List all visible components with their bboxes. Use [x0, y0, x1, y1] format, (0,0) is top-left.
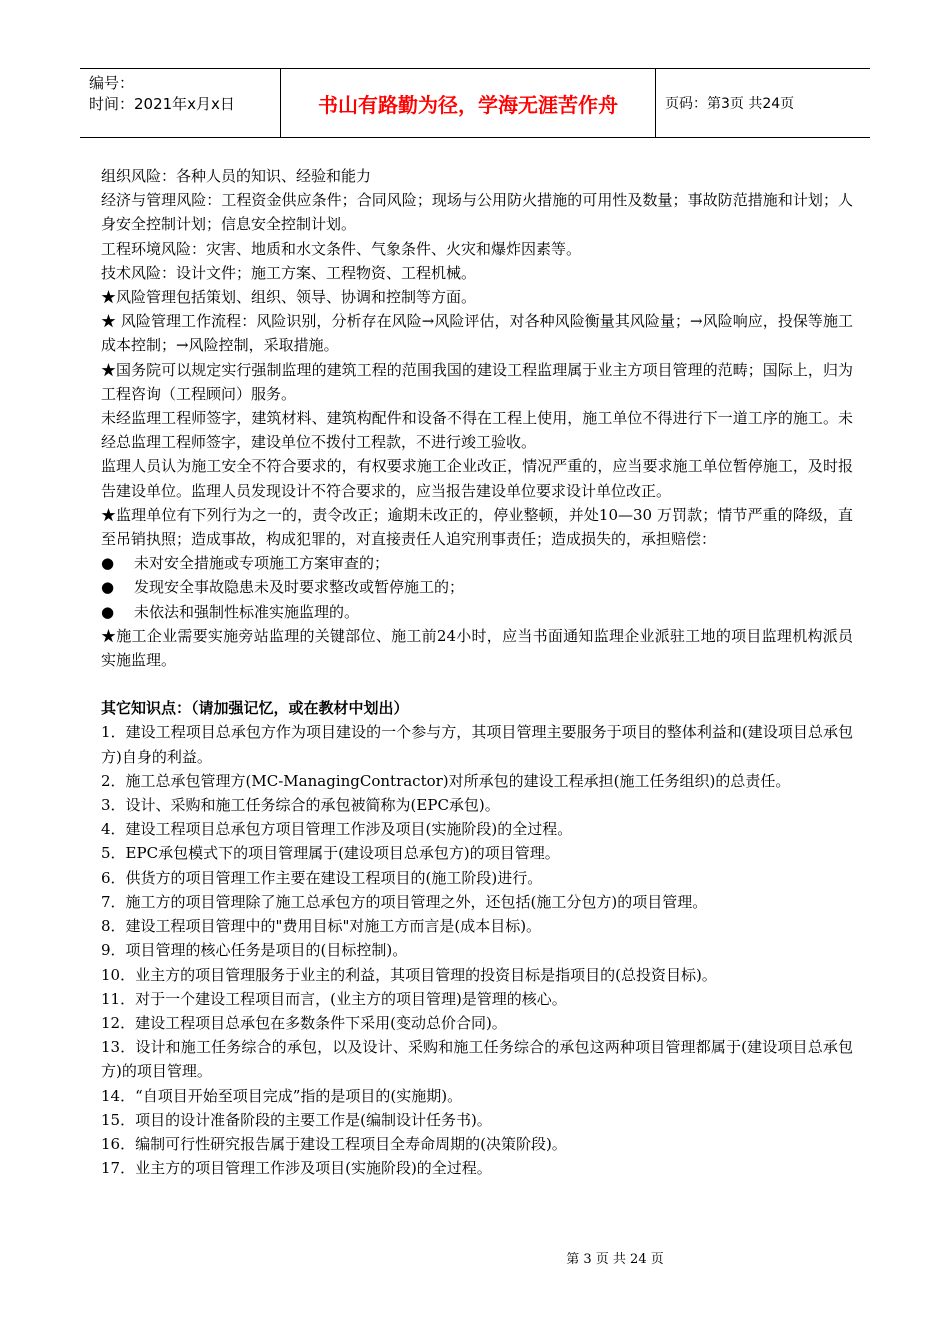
header-motto: 书山有路勤为径，学海无涯苦作舟 — [281, 69, 656, 137]
knowledge-point: 11．对于一个建设工程项目而言，(业主方的项目管理)是管理的核心。 — [101, 989, 567, 1008]
bullet-text: 未依法和强制性标准实施监理的。 — [134, 602, 360, 621]
knowledge-point: 14．“自项目开始至项目完成”指的是项目的(实施期)。 — [101, 1086, 463, 1105]
knowledge-point: 13．设计和施工任务综合的承包，以及设计、采购和施工任务综合的承包这两种项目管理都属于(建设项目总承包方)的项目管理。 — [101, 1038, 853, 1081]
paragraph: ★ 风险管理工作流程：风险识别，分析存在风险→风险评估，对各种风险衡量其风险量；→风险响应，投保等施工成本控制；→风险控制，采取措施。 — [101, 312, 853, 355]
knowledge-point: 10．业主方的项目管理服务于业主的利益，其项目管理的投资目标是指项目的(总投资目标)。 — [101, 965, 717, 984]
header-meta — [80, 69, 281, 137]
paragraph: 工程环境风险：灾害、地质和水文条件、气象条件、火灾和爆炸因素等。 — [101, 239, 582, 258]
knowledge-point: 15．项目的设计准备阶段的主要工作是(编制设计任务书)。 — [101, 1110, 492, 1129]
paragraph: 技术风险：设计文件；施工方案、工程物资、工程机械。 — [101, 263, 477, 282]
knowledge-point: 1．建设工程项目总承包方作为项目建设的一个参与方，其项目管理主要服务于项目的整体利益和(建设项目总承包方)自身的利益。 — [101, 723, 853, 766]
paragraph: ★风险管理包括策划、组织、领导、协调和控制等方面。 — [101, 288, 477, 307]
paragraph: 组织风险：各种人员的知识、经验和能力 — [101, 167, 372, 185]
bullet-dot-icon: ● — [101, 578, 115, 597]
header-page-label: 页码：第3页 共24页 — [665, 96, 795, 112]
knowledge-point: 12．建设工程项目总承包在多数条件下采用(变动总价合同)。 — [101, 1013, 507, 1032]
document-number-label: 编号： — [89, 74, 135, 92]
paragraph: 监理人员认为施工安全不符合要求的，有权要求施工企业改正，情况严重的，应当要求施工单位暂停施工，及时报告建设单位。监理人员发现设计不符合要求的，应当报告建设单位要求设计单位改正。 — [101, 457, 853, 500]
paragraph: 未经监理工程师签字，建筑材料、建筑构配件和设备不得在工程上使用，施工单位不得进行下一道工序的施工。未经总监理工程师签字，建设单位不拨付工程款，不进行竣工验收。 — [101, 409, 853, 452]
bullet-item — [101, 551, 853, 575]
knowledge-point: 16．编制可行性研究报告属于建设工程项目全寿命周期的(决策阶段)。 — [101, 1134, 567, 1153]
bullet-dot-icon: ● — [101, 554, 115, 573]
bullet-text: 未对安全措施或专项施工方案审查的； — [134, 554, 390, 573]
bullet-dot-icon: ● — [101, 602, 115, 621]
section-title: 其它知识点：（请加强记忆，或在教材中划出） — [101, 699, 409, 718]
document-time-label: 时间：2021年x月x日 — [89, 95, 235, 113]
paragraph: 经济与管理风险：工程资金供应条件；合同风险；现场与公用防火措施的可用性及数量；事故防范措施和计划；人身安全控制计划；信息安全控制计划。 — [101, 191, 853, 234]
knowledge-point: 17．业主方的项目管理工作涉及项目(实施阶段)的全过程。 — [101, 1159, 492, 1178]
paragraph: ★监理单位有下列行为之一的，责令改正；逾期未改正的，停业整顿，并处10—30 万罚款；情节严重的降级，直至吊销执照；造成事故，构成犯罪的，对直接责任人追究刑事责任；造成损失的，承担赔偿： — [101, 505, 853, 549]
knowledge-point: 5．EPC承包模式下的项目管理属于(建设项目总承包方)的项目管理。 — [101, 844, 560, 863]
knowledge-point: 9．项目管理的核心任务是项目的(目标控制)。 — [101, 941, 408, 960]
bullet-text: 发现安全事故隐患未及时要求整改或暂停施工的； — [134, 578, 465, 597]
page-footer: 第 3 页 共 24 页 — [566, 1252, 664, 1267]
bullet-item — [101, 600, 853, 624]
knowledge-point: 4．建设工程项目总承包方项目管理工作涉及项目(实施阶段)的全过程。 — [101, 820, 573, 839]
closing-paragraph: ★施工企业需要实施旁站监理的关键部位、施工前24小时，应当书面通知监理企业派驻工地的项目监理机构派员实施监理。 — [101, 626, 853, 670]
knowledge-point: 7．施工方的项目管理除了施工总承包方的项目管理之外，还包括(施工分包方)的项目管理。 — [101, 892, 708, 911]
knowledge-point: 8．建设工程项目管理中的"费用目标"对施工方而言是(成本目标)。 — [101, 917, 542, 936]
knowledge-point: 6．供货方的项目管理工作主要在建设工程项目的(施工阶段)进行。 — [101, 868, 543, 887]
knowledge-point: 3．设计、采购和施工任务综合的承包被简称为(EPC承包)。 — [101, 796, 500, 815]
bullet-item — [101, 575, 853, 599]
knowledge-point: 2．施工总承包管理方(MC-ManagingContractor)对所承包的建设工程承担(施工任务组织)的总责任。 — [101, 771, 791, 790]
spacer — [101, 672, 853, 696]
document-body — [101, 164, 853, 1180]
page-header — [80, 68, 870, 138]
paragraph: ★国务院可以规定实行强制监理的建筑工程的范围我国的建设工程监理属于业主方项目管理的范畴；国际上，归为工程咨询（工程顾问）服务。 — [101, 360, 853, 403]
